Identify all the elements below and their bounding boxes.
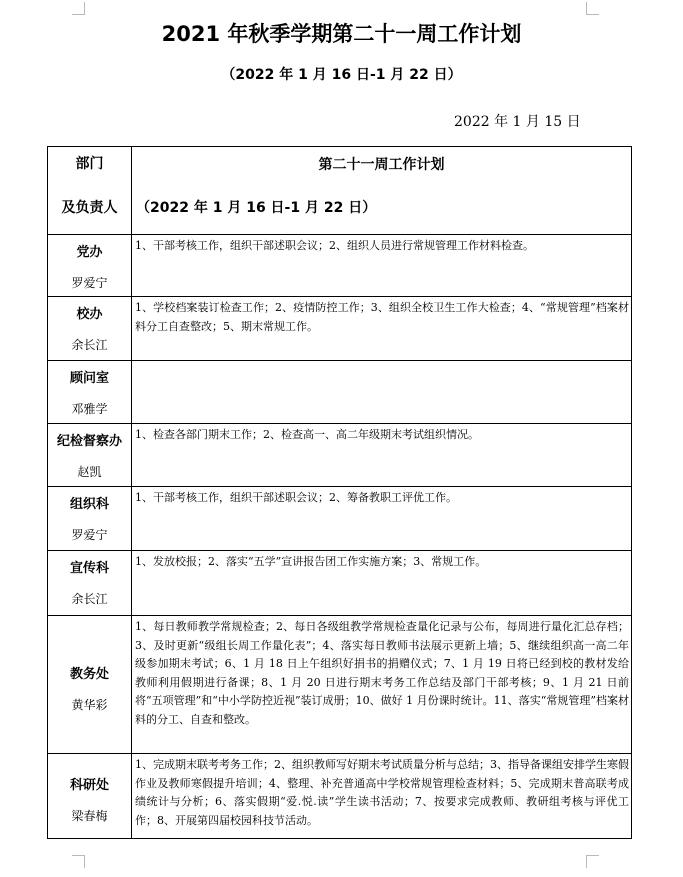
- dept-head: 梁春梅: [71, 809, 108, 823]
- dept-cell: [48, 551, 132, 616]
- plan-cell: [132, 361, 632, 424]
- dept-head: 余长江: [71, 338, 108, 352]
- table-header-row: [48, 147, 632, 235]
- dept-cell: [48, 297, 132, 361]
- table-row: [48, 297, 632, 361]
- table-row: [48, 616, 632, 754]
- page-subtitle: （2022 年 1 月 16 日-1 月 22 日）: [221, 67, 462, 83]
- dept-name: 组织科: [69, 497, 109, 512]
- work-plan-table: [47, 146, 632, 839]
- header-plan-title: 第二十一周工作计划: [318, 157, 445, 173]
- dept-name: 校办: [76, 307, 103, 322]
- plan-cell: 1、检查各部门期末工作；2、检查高一、高二年级期末考试组织情况。: [132, 424, 632, 487]
- dept-head: 赵凯: [77, 465, 102, 479]
- plan-cell: 1、干部考核工作，组织干部述职会议；2、筹备教职工评优工作。: [132, 487, 632, 551]
- table-row: [48, 424, 632, 487]
- page-corner-mark: [72, 855, 85, 868]
- dept-name: 宣传科: [69, 561, 109, 576]
- plan-cell: 1、发放校报；2、落实“五学”宣讲报告团工作实施方案；3、常规工作。: [132, 551, 632, 616]
- header-plan-cell: [132, 147, 632, 235]
- page-title: 2021 年秋季学期第二十一周工作计划: [161, 22, 522, 46]
- page-corner-mark: [72, 2, 85, 15]
- header-dept-line1: 部门: [75, 156, 104, 172]
- table-row: [48, 361, 632, 424]
- plan-cell: 1、完成期末联考考务工作；2、组织教师写好期末考试质量分析与总结；3、指导备课组安排学生寒假作业及教师寒假提升培训；4、整理、补充普通高中学校常规管理检查材料；5、完成期末普高联考成绩统计与分析；6、落实假期“爱.悦.读”学生读书活动；7、按要求完成教师、教研组考核与评优工作；8、开展第四届校园科技节活动。: [132, 754, 632, 839]
- table-row: [48, 551, 632, 616]
- dept-cell: [48, 616, 132, 754]
- dept-cell: [48, 235, 132, 297]
- dept-head: 罗爱宁: [71, 528, 108, 542]
- dept-head: 余长江: [71, 592, 108, 606]
- page-corner-mark: [586, 855, 599, 868]
- header-dept-line2: 及负责人: [61, 200, 118, 216]
- dept-name: 科研处: [69, 778, 109, 793]
- dept-head: 黄华彩: [71, 697, 108, 712]
- dept-head: 邓雅学: [71, 402, 108, 416]
- dept-cell: [48, 487, 132, 551]
- header-dept-cell: [48, 147, 132, 235]
- dept-cell: [48, 754, 132, 839]
- table-row: [48, 487, 632, 551]
- dept-name: 顾问室: [69, 371, 109, 386]
- table-row: [48, 754, 632, 839]
- plan-cell: 1、每日教师教学常规检查；2、每日各级组教学常规检查量化记录与公布，每周进行量化汇总存档；3、及时更新“级组长周工作量化表”；4、落实每日教师书法展示更新上墙；5、继续组织高一高二年级参加期末考试；6、1 月 18 日上午组织好捐书的捐赠仪式；7、1 月 19 日将已经到校的教材发给教师利用假期进行备课；8、1 月 20 日进行期末考务工作总结及部门干部考核；9、1 月 21 日前将“五项管理”和“中小学防控近视”装订成册；10、做好 1 月份课时统计。11、落实“常规管理”档案材料的分工、自查和整改。: [132, 616, 632, 754]
- dept-cell: [48, 424, 132, 487]
- plan-cell: 1、干部考核工作，组织干部述职会议；2、组织人员进行常规管理工作材料检查。: [132, 235, 632, 297]
- dept-cell: [48, 361, 132, 424]
- table-row: [48, 235, 632, 297]
- page-corner-mark: [586, 2, 599, 15]
- plan-cell: 1、学校档案装订检查工作；2、疫情防控工作；3、组织全校卫生工作大检查；4、“常规管理”档案材料分工自查整改；5、期末常规工作。: [132, 297, 632, 361]
- header-plan-range: （2022 年 1 月 16 日-1 月 22 日）: [136, 200, 377, 216]
- dept-head: 罗爱宁: [71, 276, 108, 290]
- dept-name: 纪检督察办: [56, 434, 122, 449]
- document-date: 2022 年 1 月 15 日: [454, 114, 581, 130]
- dept-name: 党办: [76, 245, 103, 260]
- dept-name: 教务处: [69, 666, 109, 682]
